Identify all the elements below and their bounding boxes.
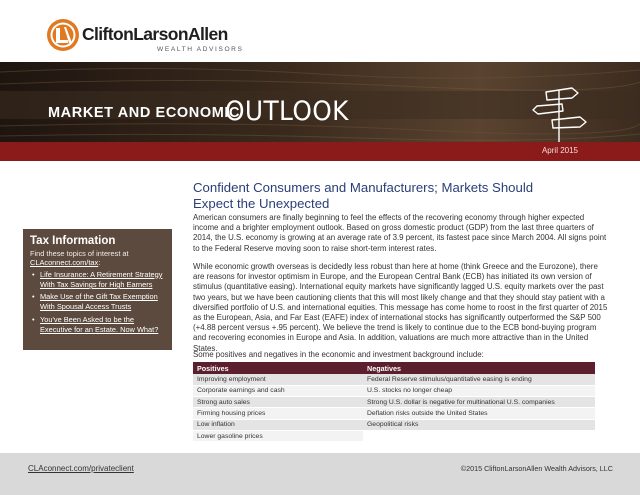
sidebar-topic-list bbox=[30, 270, 165, 335]
footer-copyright: ©2015 CliftonLarsonAllen Wealth Advisors, LLC bbox=[460, 464, 613, 473]
negative-cell bbox=[363, 430, 595, 441]
list-item bbox=[30, 315, 165, 335]
table-row bbox=[193, 430, 595, 441]
sidebar-title: Tax Information bbox=[30, 235, 116, 247]
negative-cell: Deflation risks outside the United States bbox=[363, 408, 595, 419]
negative-cell: Strong U.S. dollar is negative for multinational U.S. companies bbox=[363, 397, 595, 408]
table-row bbox=[193, 397, 595, 408]
column-header-negatives: Negatives bbox=[363, 362, 595, 374]
list-item bbox=[30, 270, 165, 290]
bullet-icon: • bbox=[32, 292, 35, 302]
sidebar-tax-link[interactable]: CLAconnect.com/tax bbox=[30, 258, 99, 268]
table-row bbox=[193, 385, 595, 396]
table-header-row bbox=[193, 362, 595, 374]
banner-title-main: OUTLOOK bbox=[225, 96, 349, 127]
positives-negatives-table bbox=[193, 362, 595, 442]
banner-title-prefix: MARKET AND ECONOMIC bbox=[48, 105, 241, 121]
cla-logo-icon bbox=[46, 18, 80, 52]
negative-cell: U.S. stocks no longer cheap bbox=[363, 385, 595, 396]
sidebar-topic-link[interactable]: You've Been Asked to be the Executive for an Estate. Now What? bbox=[40, 314, 159, 334]
sidebar-intro-text: Find these topics of interest at bbox=[30, 249, 129, 258]
signpost-icon bbox=[528, 80, 592, 148]
tax-info-sidebar bbox=[23, 229, 172, 350]
column-header-positives: Positives bbox=[193, 362, 363, 374]
positive-cell: Firming housing prices bbox=[193, 408, 363, 419]
footer-private-client-link[interactable]: CLAconnect.com/privateclient bbox=[28, 464, 134, 473]
positive-cell: Corporate earnings and cash bbox=[193, 385, 363, 396]
table-row bbox=[193, 408, 595, 419]
positive-cell: Improving employment bbox=[193, 374, 363, 385]
negative-cell: Geopolitical risks bbox=[363, 419, 595, 430]
article-paragraph: While economic growth overseas is decidedly less robust than here at home (think Greece and the Eurozone), there are reasons for investor optimism in Europe, and the European Central Bank (ECB) has initiated its own version of stimulus (quantitative easing). International equity markets have significantly lagged U.S. equity markets over the past two years, but we have been cautioning clients that this will most likely change and that they should stay patient with a diversified portfolio of U.S. and international equities. This message has come home to roost in the first quarter of 2015 as the European, Asia, and Far East (EAFE) index of international stocks has significantly outperformed the S&P 500 (+4.88 percent versus +.95 percent). We believe the trend is likely to continue due to the ECB bond-buying program and recovering economies in Europe and Asia. In addition, valuations are much more attractive than in the United States. bbox=[193, 262, 608, 353]
table-intro: Some positives and negatives in the economic and investment background include: bbox=[193, 350, 484, 359]
sidebar-intro bbox=[30, 249, 165, 268]
bullet-icon: • bbox=[32, 269, 35, 279]
bullet-icon: • bbox=[32, 314, 35, 324]
table-row bbox=[193, 374, 595, 385]
table-row bbox=[193, 419, 595, 430]
brand-tagline: WEALTH ADVISORS bbox=[157, 46, 244, 53]
positive-cell: Strong auto sales bbox=[193, 397, 363, 408]
sidebar-link-colon: : bbox=[98, 258, 101, 268]
article-title: Confident Consumers and Manufacturers; Markets Should Expect the Unexpected bbox=[193, 180, 534, 211]
brand-name: CliftonLarsonAllen bbox=[82, 24, 228, 44]
positive-cell: Low inflation bbox=[193, 419, 363, 430]
negative-cell: Federal Reserve stimulus/quantitative easing is ending bbox=[363, 374, 595, 385]
brand-logo bbox=[46, 18, 266, 58]
list-item bbox=[30, 292, 165, 312]
sidebar-topic-link[interactable]: Make Use of the Gift Tax Exemption With Spousal Access Trusts bbox=[40, 292, 158, 312]
page-footer bbox=[0, 453, 640, 495]
positive-cell: Lower gasoline prices bbox=[193, 430, 363, 441]
article-paragraph: American consumers are finally beginning to feel the effects of the recovering economy through higher expected income and a brighter employment outlook. Based on gross domestic product (GDP) from the last three quarters of 2014, the U.S. economy is growing at an average rate of 3.9 percent, its fastest pace since March 2004. All signs point to the Federal Reserve moving soon to raise short-term interest rates. bbox=[193, 213, 607, 253]
issue-date: April 2015 bbox=[541, 146, 578, 155]
sidebar-topic-link[interactable]: Life Insurance: A Retirement Strategy With Tax Savings for High Earners bbox=[40, 269, 163, 290]
